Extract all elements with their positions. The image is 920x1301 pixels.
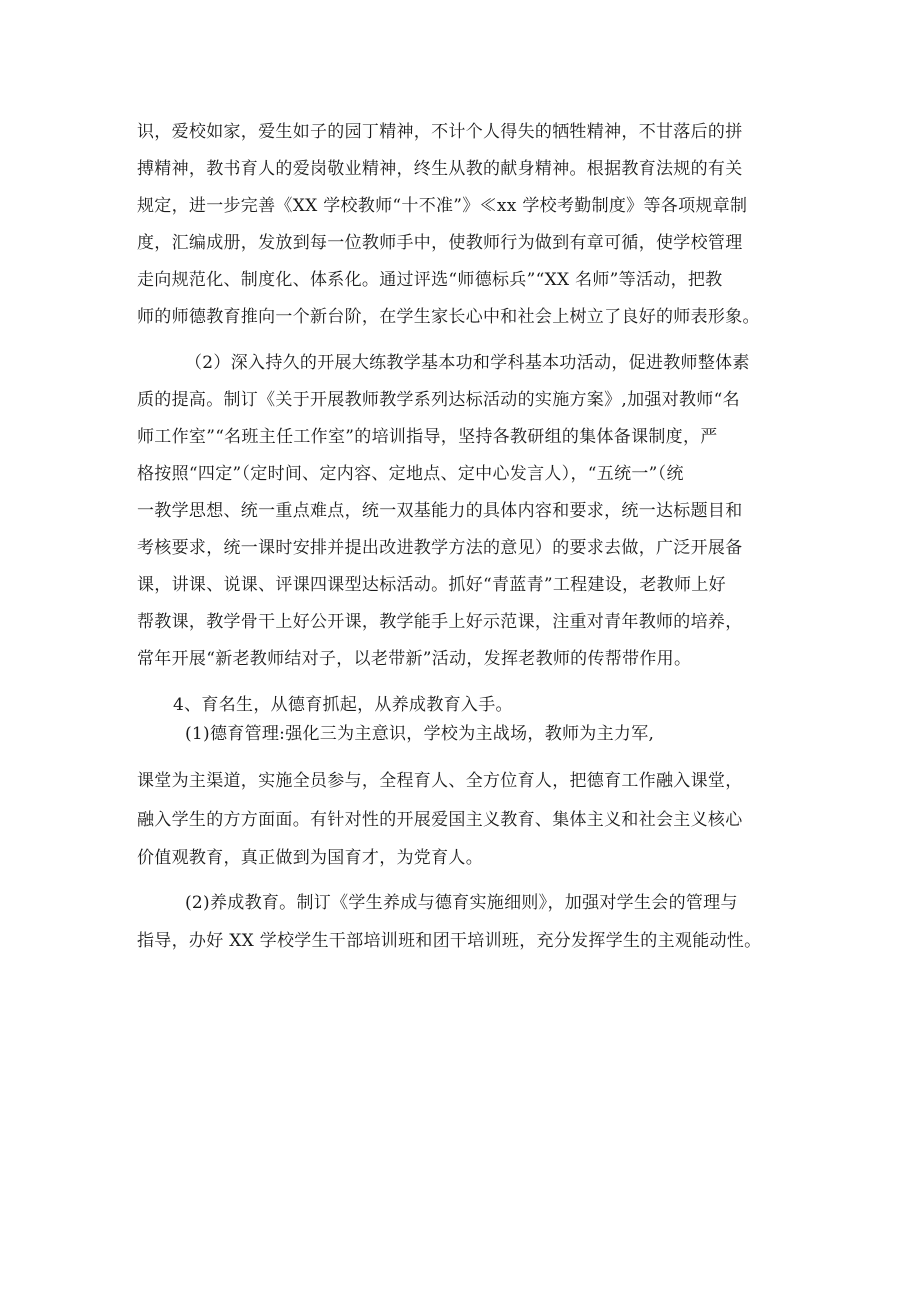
text-line: 走向规范化、制度化、体系化。通过评选“师德标兵”“XX 名师”等活动，把教 bbox=[137, 270, 723, 290]
text-line: 课，讲课、说课、评课四课型达标活动。抓好“青蓝青”工程建设，老教师上好 bbox=[137, 575, 726, 595]
text-line: (2)养成教育。制订《学生养成与德育实施细则》，加强对学生会的管理与 bbox=[185, 893, 738, 913]
text-line: 考核要求，统一课时安排并提出改进教学方法的意见）的要求去做，广泛开展备 bbox=[137, 538, 743, 558]
text-line: 融入学生的方方面面。有针对性的开展爱国主义教育、集体主义和社会主义核心 bbox=[137, 810, 743, 830]
text-line: 规定，进一步完善《XX 学校教师“十不准”》≪xx 学校考勤制度》等各项规章制 bbox=[137, 196, 748, 216]
text-line: 度，汇编成册，发放到每一位教师手中，使教师行为做到有章可循，使学校管理 bbox=[137, 233, 743, 253]
text-line: 一教学思想、统一重点难点，统一双基能力的具体内容和要求，统一达标题目和 bbox=[137, 501, 743, 521]
text-line: 课堂为主渠道，实施全员参与，全程育人、全方位育人，把德育工作融入课堂， bbox=[137, 771, 743, 791]
text-line: 识，爱校如家，爱生如子的园丁精神，不计个人得失的牺牲精神，不甘落后的拼 bbox=[137, 122, 743, 142]
text-line: （2）深入持久的开展大练教学基本功和学科基本功活动，促进教师整体素 bbox=[185, 353, 750, 373]
text-line: 价值观教育，真正做到为国育才，为党育人。 bbox=[137, 848, 483, 868]
text-line: 常年开展“新老教师结对子，以老带新”活动，发挥老教师的传帮带作用。 bbox=[137, 649, 692, 669]
section-heading: 4、育名生，从德育抓起，从养成教育入手。 bbox=[173, 695, 513, 715]
text-line: 质的提高。制订《关于开展教师教学系列达标活动的实施方案》,加强对教师“名 bbox=[137, 390, 740, 410]
text-line: (1)德育管理:强化三为主意识，学校为主战场，教师为主力军, bbox=[185, 724, 655, 744]
text-line: 搏精神，教书育人的爱岗敬业精神，终生从教的献身精神。根据教育法规的有关 bbox=[137, 159, 743, 179]
text-line: 师的师德教育推向一个新台阶，在学生家长心中和社会上树立了良好的师表形象。 bbox=[137, 307, 760, 327]
text-line: 格按照“四定”（定时间、定内容、定地点、定中心发言人），“五统一”（统 bbox=[137, 464, 684, 484]
text-line: 帮教课，教学骨干上好公开课，教学能手上好示范课，注重对青年教师的培养， bbox=[137, 612, 743, 632]
text-line: 指导，办好 XX 学校学生干部培训班和团干培训班，充分发挥学生的主观能动性。 bbox=[137, 931, 762, 951]
text-line: 师工作室”“名班主任工作室”的培训指导，坚持各教研组的集体备课制度，严 bbox=[137, 427, 718, 447]
